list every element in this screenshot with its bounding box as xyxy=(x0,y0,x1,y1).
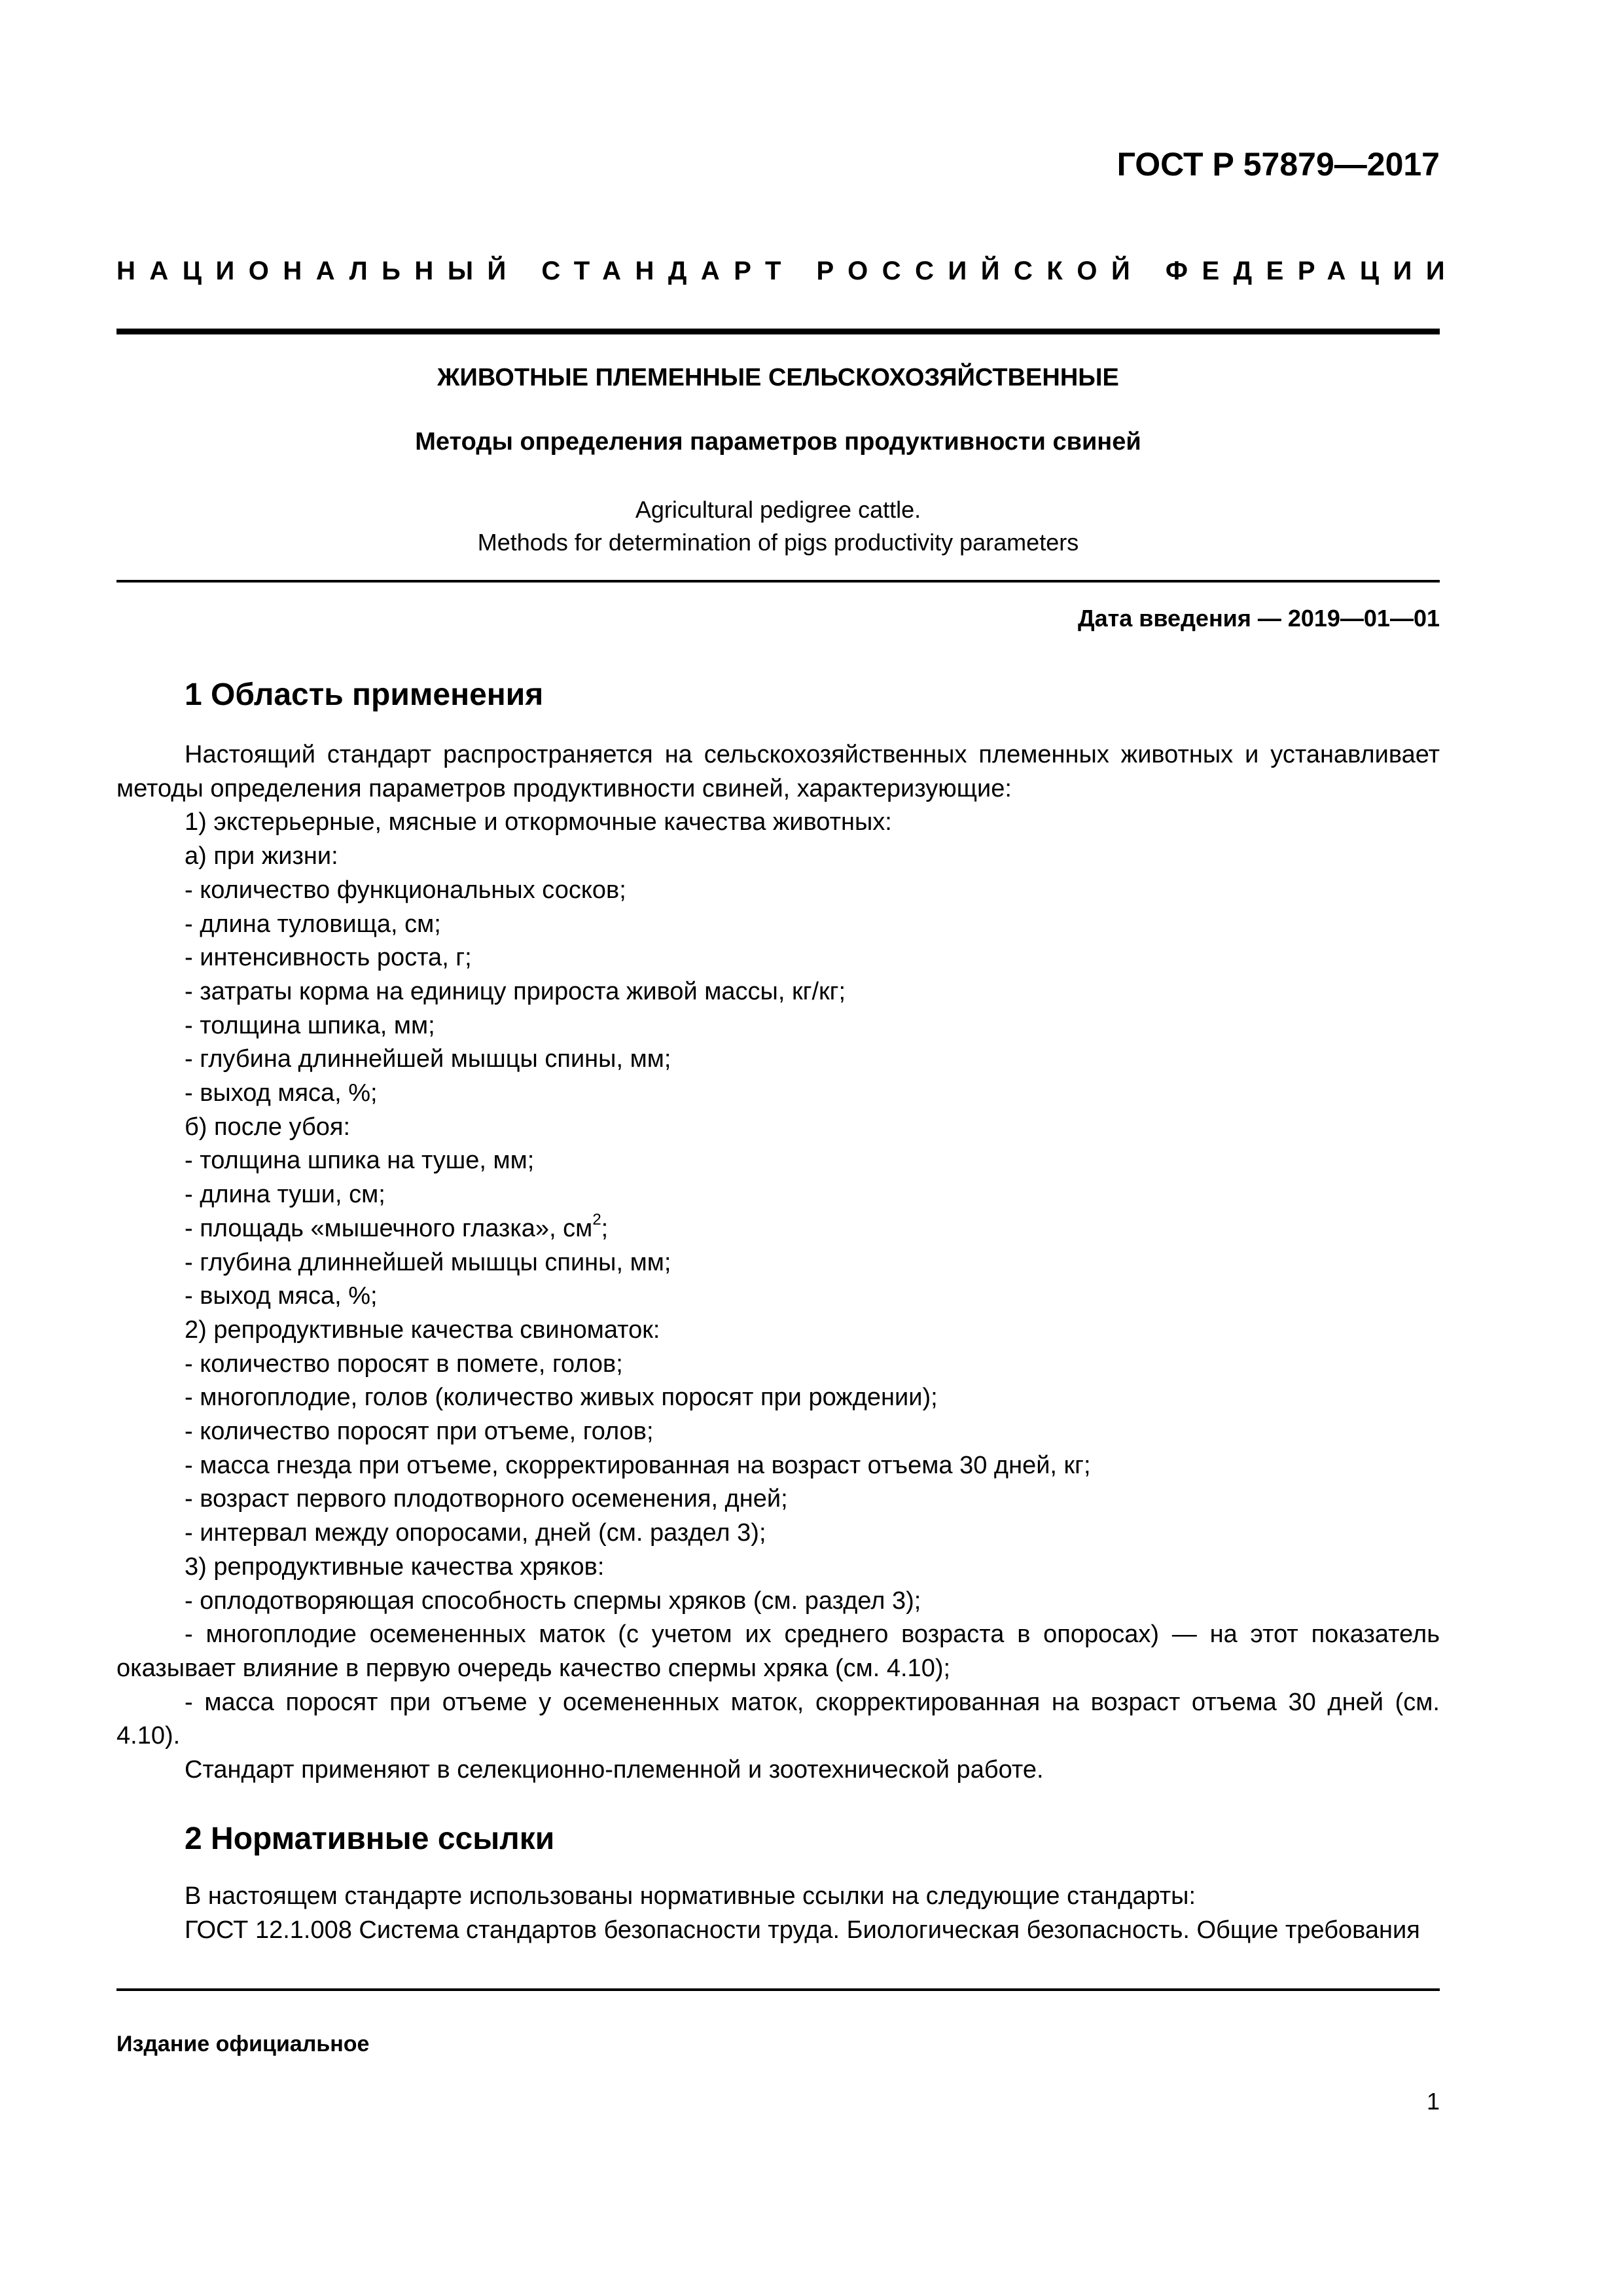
document-subtitle: Методы определения параметров продуктивности свиней xyxy=(415,428,1141,456)
header-divider xyxy=(116,329,1440,334)
list-item: - глубина длиннейшей мышцы спины, мм; xyxy=(185,1248,671,1276)
list-item: - выход мяса, %; xyxy=(185,1282,378,1310)
list-item: - количество функциональных сосков; xyxy=(185,876,626,904)
english-title-line-2: Methods for determination of pigs productivity parameters xyxy=(477,529,1079,556)
paragraph: Настоящий стандарт распространяется на сельскохозяйственных племенных животных и устанавливает методы определения параметров продуктивности свиней, характеризующие: xyxy=(116,741,1440,802)
page-number: 1 xyxy=(1426,2088,1440,2115)
list-item: 2) репродуктивные качества свиноматок: xyxy=(185,1316,660,1344)
introduction-date: Дата введения — 2019—01—01 xyxy=(1077,605,1440,632)
unit-superscript: 2 xyxy=(592,1210,601,1229)
national-standard-banner: НАЦИОНАЛЬНЫЙ СТАНДАРТ РОССИЙСКОЙ ФЕДЕРАЦИИ xyxy=(116,257,1459,285)
standard-number: ГОСТ Р 57879—2017 xyxy=(1116,146,1440,183)
list-item: - толщина шпика, мм; xyxy=(185,1011,435,1039)
list-item-tail: ; xyxy=(601,1214,609,1242)
list-item: - глубина длиннейшей мышцы спины, мм; xyxy=(185,1045,671,1073)
official-edition-label: Издание официальное xyxy=(116,2032,370,2056)
list-item: - количество поросят в помете, голов; xyxy=(185,1350,623,1378)
section-1-body xyxy=(116,738,1440,1787)
reference-entry: ГОСТ 12.1.008 Система стандартов безопасности труда. Биологическая безопасность. Общие требования xyxy=(185,1916,1420,1944)
list-item: 3) репродуктивные качества хряков: xyxy=(185,1552,605,1581)
list-item: 1) экстерьерные, мясные и откормочные качества животных: xyxy=(185,808,892,836)
english-title-line-1: Agricultural pedigree cattle. xyxy=(635,496,921,523)
paragraph: В настоящем стандарте использованы нормативные ссылки на следующие стандарты: xyxy=(185,1882,1196,1910)
list-item: а) при жизни: xyxy=(185,842,338,870)
list-item: - масса поросят при отъеме у осемененных маток, скорректированная на возраст отъема 30 дней (см. 4.10). xyxy=(116,1688,1440,1750)
list-item: - оплодотворяющая способность спермы хряков (см. раздел 3); xyxy=(185,1587,921,1615)
list-item: - количество поросят при отъеме, голов; xyxy=(185,1418,654,1446)
list-item: - многоплодие, голов (количество живых поросят при рождении); xyxy=(185,1384,938,1412)
list-item: - многоплодие осемененных маток (с учетом их среднего возраста в опоросах) — на этот показатель оказывает влияние в первую очередь качество спермы хряка (см. 4.10); xyxy=(116,1621,1440,1682)
section-2-heading: 2 Нормативные ссылки xyxy=(185,1821,555,1856)
list-item: б) после убоя: xyxy=(185,1113,351,1141)
footer-divider xyxy=(116,1988,1440,1991)
english-title xyxy=(116,493,1440,559)
section-2-body xyxy=(116,1880,1440,1947)
section-1-heading: 1 Область применения xyxy=(185,677,544,712)
list-item: - интервал между опоросами, дней (см. раздел 3); xyxy=(185,1519,766,1547)
document-title: ЖИВОТНЫЕ ПЛЕМЕННЫЕ СЕЛЬСКОХОЗЯЙСТВЕННЫЕ xyxy=(437,364,1119,391)
list-item: - затраты корма на единицу прироста живой массы, кг/кг; xyxy=(185,977,846,1005)
title-divider xyxy=(116,580,1440,583)
paragraph: Стандарт применяют в селекционно-племенной и зоотехнической работе. xyxy=(185,1756,1044,1784)
list-item: - выход мяса, %; xyxy=(185,1079,378,1107)
list-item: - возраст первого плодотворного осеменения, дней; xyxy=(185,1485,788,1513)
list-item: - длина туловища, см; xyxy=(185,910,441,938)
list-item: - толщина шпика на туше, мм; xyxy=(185,1147,535,1175)
list-item-text: - площадь «мышечного глазка», см xyxy=(185,1214,593,1242)
list-item xyxy=(116,1212,1440,1246)
list-item: - длина туши, см; xyxy=(185,1181,385,1209)
list-item: - масса гнезда при отъеме, скорректированная на возраст отъема 30 дней, кг; xyxy=(185,1451,1091,1479)
list-item: - интенсивность роста, г; xyxy=(185,944,472,972)
